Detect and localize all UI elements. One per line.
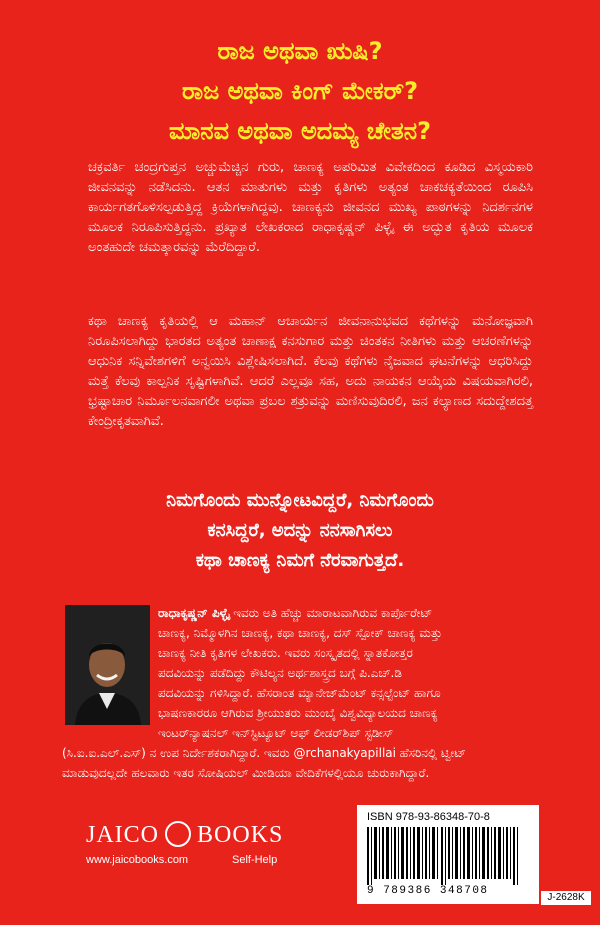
logo-right-text: BOOKS (197, 822, 284, 848)
publisher-website: www.jaicobooks.com (86, 854, 189, 866)
author-bio-line-2: ಚಾಣಕ್ಯ, ನಿಮ್ಮೊಳಗಿನ ಚಾಣಕ್ಯ, ಕಥಾ ಚಾಣಕ್ಯ, ದಸ್ ಸ್ಪೋಕ್ ಚಾಣಕ್ಯ ಮತ್ತು (158, 626, 443, 640)
headline-2: ರಾಜ ಅಥವಾ ಕಿಂಗ್ ಮೇಕರ್? (181, 77, 419, 105)
publisher-emblem-icon (165, 821, 191, 847)
slogan-line-3: ಕಥಾ ಚಾಣಕ್ಯ ನಿಮಗೆ ನೆರವಾಗುತ್ತದೆ. (195, 550, 405, 571)
publisher-logo (86, 822, 283, 849)
author-bio-line-8: (ಸಿ.ಐ.ಐ.ಎಲ್.ಎಸ್) ನ ಉಪ ನಿರ್ದೇಶಕರಾಗಿದ್ದಾರೆ. ಇವರು @rchanakyapillai ಹೆಸರಿನಲ್ಲಿ ಟ್ವೀಟ್ (62, 746, 467, 760)
isbn-label: ISBN 978-93-86348-70-8 (367, 811, 490, 823)
barcode-panel (357, 805, 539, 904)
author-portrait-illustration (65, 605, 150, 725)
product-code: J-2628K (541, 891, 591, 905)
headline-3: ಮಾನವ ಅಥವಾ ಅದಮ್ಯ ಚೇತನ? (168, 117, 432, 145)
barcode-icon (367, 827, 527, 885)
author-bio-line-3: ಚಾಣಕ್ಯ ನೀತಿ ಕೃತಿಗಳ ಲೇಖಕರು. ಇವರು ಸಂಸ್ಕೃತದಲ್ಲಿ ಸ್ನಾತಕೋತ್ತರ (158, 646, 413, 660)
author-bio-line-9: ಮಾಡುವುದಲ್ಲದೇ ಹಲವಾರು ಇತರ ಸೋಷಿಯಲ್ ಮೀಡಿಯಾ ವೇದಿಕೆಗಳಲ್ಲಿಯೂ ಚುರುಕಾಗಿದ್ದಾರೆ. (62, 766, 430, 780)
slogan-line-2: ಕನಸಿದ್ದರೆ, ಅದನ್ನು ನನಸಾಗಿಸಲು (207, 520, 393, 541)
author-bio-line-4: ಪದವಿಯನ್ನು ಪಡೆದಿದ್ದು ಕೌಟಿಲ್ಯನ ಅರ್ಥಶಾಸ್ತ್ರದ ಬಗ್ಗೆ ಪಿ.ಎಚ್.ಡಿ (158, 666, 402, 680)
author-bio-line-6: ಭಾಷಣಕಾರರೂ ಆಗಿರುವ ಶ್ರೀಯುತರು ಮುಂಬೈ ವಿಶ್ವವಿದ್ಯಾಲಯದ ಚಾಣಕ್ಯ (158, 706, 438, 720)
barcode-digits: 9 789386 348708 (367, 885, 489, 897)
slogan-line-1: ನಿಮಗೊಂದು ಮುನ್ನೋಟವಿದ್ದರೆ, ನಿಮಗೊಂದು (166, 490, 434, 511)
author-bio-line-7: ಇಂಟರ್‌ನ್ಯಾಷನಲ್ ಇನ್‌ಸ್ಟಿಟ್ಯೂಟ್ ಆಫ್ ಲೀಡರ್‌ಶಿಪ್ ಸ್ಟಡೀಸ್ (158, 726, 394, 740)
author-photo (65, 605, 150, 725)
description-paragraph-2: ಕಥಾ ಚಾಣಕ್ಯ ಕೃತಿಯಲ್ಲಿ ಆ ಮಹಾನ್ ಆಚಾರ್ಯನ ಜೀವನಾನುಭವದ ಕಥೆಗಳನ್ನು ಮನೋಜ್ಞವಾಗಿ ನಿರೂಪಿಸಲಾಗಿದ್ದು ಭಾರತದ ಅತ್ಯಂತ ಚಾಣಾಕ್ಷ ಕನಸುಗಾರ ಮತ್ತು ಚಿಂತಕನ ನೀತಿಗಳು ಮತ್ತು ಆಚರಣೆಗಳನ್ನು ಆಧುನಿಕ ಸನ್ನಿವೇಶಗಳಿಗೆ ಅನ್ವಯಿಸಿ ವಿಶ್ಲೇಷಿಸಲಾಗಿದೆ. ಕೆಲವು ಕಥೆಗಳು ನೈಜವಾದ ಘಟನೆಗಳನ್ನು ಆಧರಿಸಿದ್ದು ಮತ್ತೆ ಕೆಲವು ಕಾಲ್ಪನಿಕ ಸೃಷ್ಟಿಗಳಾಗಿವೆ. ಆದರೆ ಎಲ್ಲವೂ ಸಹ, ಅದು ನಾಯಕನ ಆಯ್ಕೆಯ ವಿಷಯವಾಗಿರಲಿ, ಭ್ರಷ್ಟಾಚಾರ ನಿರ್ಮೂಲನವಾಗಲೀ ಅಥವಾ ಪ್ರಬಲ ಶತ್ರುವನ್ನು ಮಣಿಸುವುದಿರಲಿ, ಜನ ಕಲ್ಯಾಣದ ಸದುದ್ದೇಶದತ್ತ ಕೇಂದ್ರೀಕೃತವಾಗಿವೆ. (88, 314, 533, 429)
description-paragraph-1: ಚಕ್ರವರ್ತಿ ಚಂದ್ರಗುಪ್ತನ ಅಚ್ಚುಮೆಚ್ಚಿನ ಗುರು, ಚಾಣಕ್ಯ ಅಪರಿಮಿತ ವಿವೇಕದಿಂದ ಕೂಡಿದ ವಿಸ್ಮಯಕಾರಿ ಜೀವನವನ್ನು ನಡೆಸಿದನು. ಆತನ ಮಾತುಗಳು ಮತ್ತು ಕೃತಿಗಳು ಅತ್ಯಂತ ಚಾಕಚಕ್ಯತೆಯಿಂದ ರೂಪಿಸಿ ಕಾರ್ಯಗತಗೊಳಿಸಲ್ಪಡುತ್ತಿದ್ದ ಕ್ರಿಯೆಗಳಾಗಿದ್ದವು. ಚಾಣಕ್ಯನು ಜೀವನದ ಮುಖ್ಯ ಪಾಠಗಳನ್ನು ನಿದರ್ಶನಗಳ ಮೂಲಕ ನಿರೂಪಿಸುತ್ತಿದ್ದನು. ಪ್ರಖ್ಯಾತ ಲೇಖಕರಾದ ರಾಧಾಕೃಷ್ಣನ್ ಪಿಳ್ಳೈ ಈ ಅದ್ಭುತ ಕೃತಿಯ ಮೂಲಕ ಅಂತಹುದೇ ಚಮತ್ಕಾರವನ್ನು ಮೆರೆದಿದ್ದಾರೆ. (88, 160, 533, 255)
genre-label: Self-Help (232, 854, 278, 866)
author-name: ರಾಧಾಕೃಷ್ಣನ್ ಪಿಳ್ಳೈ (158, 606, 230, 620)
headline-1: ರಾಜ ಅಥವಾ ಋಷಿ? (217, 37, 383, 65)
logo-left-text: JAICO (86, 822, 160, 848)
author-bio-line-1: ರಾಧಾಕೃಷ್ಣನ್ ಪಿಳ್ಳೈ ಇವರು ಅತಿ ಹೆಚ್ಚು ಮಾರಾಟವಾಗಿರುವ ಕಾರ್ಪೊರೇಟ್ (158, 606, 433, 620)
author-bio-line-5: ಪದವಿಯನ್ನು ಗಳಿಸಿದ್ದಾರೆ. ಹೆಸರಾಂತ ಮ್ಯಾನೇಜ್‌ಮೆಂಟ್ ಕನ್ಸಲ್ಟೆಂಟ್ ಹಾಗೂ (158, 686, 441, 700)
